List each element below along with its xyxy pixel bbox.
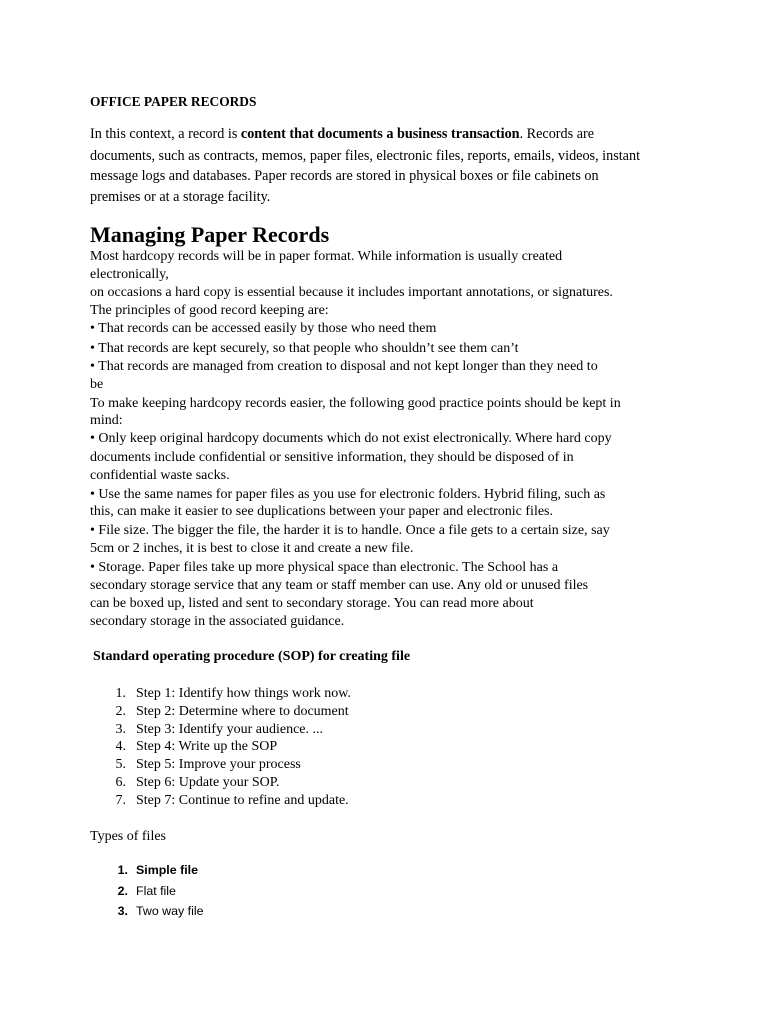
bullet-item: • That records are kept securely, so that people who shouldn’t see them can’t	[90, 341, 519, 356]
intro-line-1	[90, 125, 594, 143]
type-text: Simple file	[136, 863, 198, 877]
step-number: 7.	[115, 792, 126, 808]
body-line: secondary storage in the associated guidance.	[90, 614, 345, 629]
intro-text-end: . Records are	[519, 126, 595, 142]
step-number: 3.	[115, 721, 126, 737]
step-number: 6.	[115, 774, 126, 790]
bullet-item: • Use the same names for paper files as you use for electronic folders. Hybrid filing, such as	[90, 487, 606, 502]
type-text: Flat file	[136, 883, 176, 898]
body-line: documents include confidential or sensitive information, they should be disposed of in	[90, 450, 574, 465]
intro-text: In this context, a record is	[90, 126, 241, 142]
bullet-item: • File size. The bigger the file, the harder it is to handle. Once a file gets to a certain size, say	[90, 523, 610, 538]
type-number: 3.	[117, 904, 128, 918]
step-text: Step 5: Improve your process	[136, 757, 301, 773]
body-line: on occasions a hard copy is essential because it includes important annotations, or signatures.	[90, 285, 613, 300]
bullet-item: • That records can be accessed easily by those who need them	[90, 321, 437, 336]
step-number: 2.	[115, 703, 126, 719]
bullet-item: • Only keep original hardcopy documents which do not exist electronically. Where hard copy	[90, 431, 612, 446]
step-text: Step 3: Identify your audience. ...	[136, 721, 324, 737]
step-text: Step 7: Continue to refine and update.	[136, 792, 349, 808]
type-number: 1.	[117, 863, 128, 877]
body-line: confidential waste sacks.	[90, 468, 230, 483]
sop-title: Standard operating procedure (SOP) for creating file	[93, 649, 411, 664]
body-line: Most hardcopy records will be in paper format. While information is usually created	[90, 249, 563, 264]
step-text: Step 6: Update your SOP.	[136, 774, 280, 790]
intro-line-3: message logs and databases. Paper records are stored in physical boxes or file cabinets on	[90, 168, 599, 184]
body-line: To make keeping hardcopy records easier, the following good practice points should be kept in	[90, 396, 621, 411]
type-text: Two way file	[136, 904, 204, 918]
step-text: Step 2: Determine where to document	[136, 703, 349, 719]
type-number: 2.	[117, 883, 128, 898]
bullet-item: • That records are managed from creation to disposal and not kept longer than they need to	[90, 359, 598, 374]
intro-line-2: documents, such as contracts, memos, paper files, electronic files, reports, emails, videos, instant	[90, 148, 641, 164]
body-line: The principles of good record keeping are:	[90, 303, 329, 318]
section-title: Managing Paper Records	[90, 222, 330, 247]
step-number: 5.	[115, 757, 126, 773]
body-line: 5cm or 2 inches, it is best to close it and create a new file.	[90, 541, 414, 556]
body-line: electronically,	[90, 267, 169, 282]
body-line: can be boxed up, listed and sent to secondary storage. You can read more about	[90, 596, 534, 611]
intro-bold-text: content that documents a business transaction	[240, 126, 520, 142]
body-line: mind:	[90, 413, 123, 428]
body-line: this, can make it easier to see duplications between your paper and electronic files.	[90, 504, 553, 519]
step-text: Step 4: Write up the SOP	[136, 739, 278, 755]
step-number: 1.	[115, 686, 126, 701]
body-line: secondary storage service that any team or staff member can use. Any old or unused files	[90, 578, 589, 593]
document-heading: OFFICE PAPER RECORDS	[90, 94, 257, 109]
step-number: 4.	[115, 739, 126, 755]
body-line: be	[90, 377, 104, 392]
bullet-item: • Storage. Paper files take up more physical space than electronic. The School has a	[90, 560, 559, 575]
types-title: Types of files	[90, 829, 167, 844]
step-text: Step 1: Identify how things work now.	[136, 686, 351, 701]
intro-line-4: premises or at a storage facility.	[90, 189, 271, 205]
